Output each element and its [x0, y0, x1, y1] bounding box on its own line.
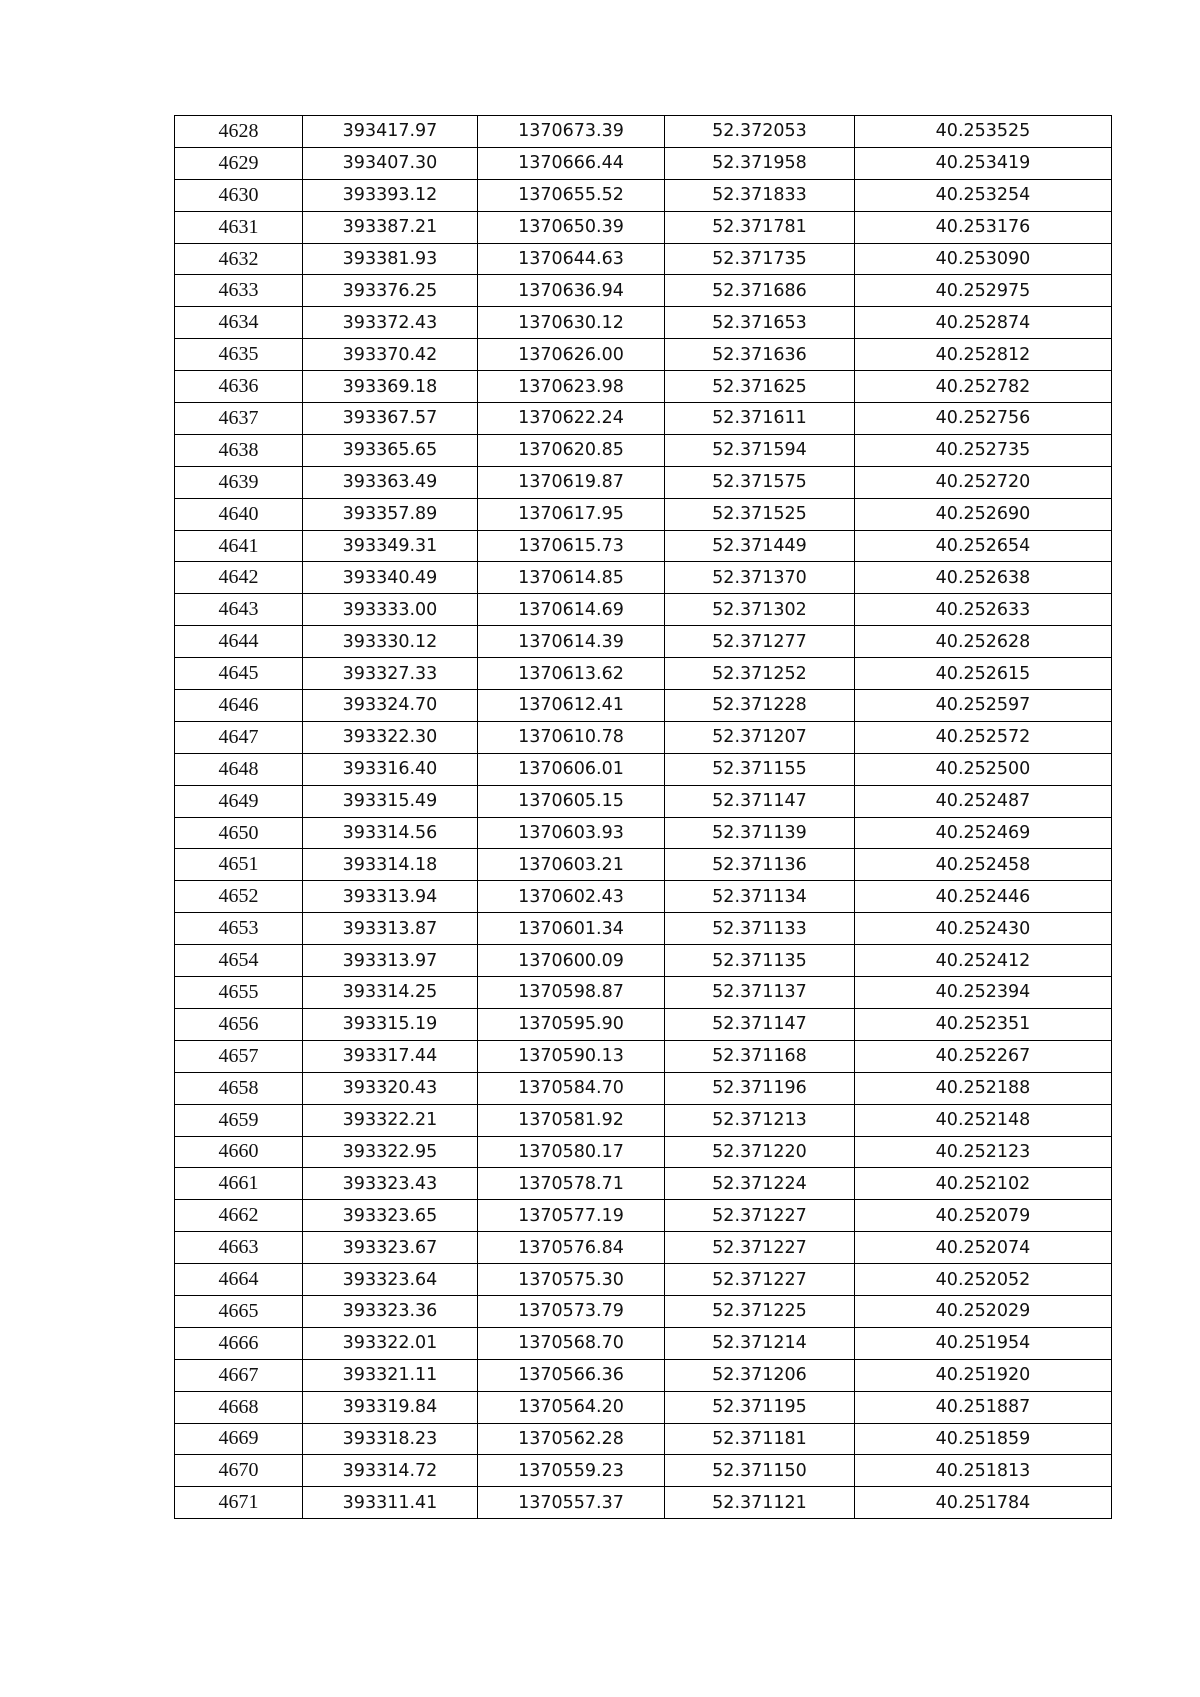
- longitude-cell: 40.252148: [855, 1104, 1112, 1136]
- y-coordinate-cell: 1370600.09: [478, 945, 665, 977]
- table-row: [175, 307, 1112, 339]
- y-coordinate-cell: 1370575.30: [478, 1264, 665, 1296]
- latitude-cell: 52.371134: [665, 881, 855, 913]
- x-coordinate-cell: 393376.25: [303, 275, 478, 307]
- table-row: [175, 1168, 1112, 1200]
- table-row: [175, 626, 1112, 658]
- point-number-cell: 4662: [175, 1200, 303, 1232]
- x-coordinate-cell: 393320.43: [303, 1072, 478, 1104]
- x-coordinate-cell: 393387.21: [303, 211, 478, 243]
- latitude-cell: 52.371228: [665, 690, 855, 722]
- x-coordinate-cell: 393313.87: [303, 913, 478, 945]
- latitude-cell: 52.371137: [665, 977, 855, 1009]
- coordinates-table-body: [175, 116, 1112, 1519]
- table-row: [175, 1423, 1112, 1455]
- table-row: [175, 1232, 1112, 1264]
- x-coordinate-cell: 393319.84: [303, 1391, 478, 1423]
- y-coordinate-cell: 1370614.69: [478, 594, 665, 626]
- longitude-cell: 40.252572: [855, 721, 1112, 753]
- latitude-cell: 52.371525: [665, 498, 855, 530]
- x-coordinate-cell: 393340.49: [303, 562, 478, 594]
- table-row: [175, 275, 1112, 307]
- point-number-cell: 4631: [175, 211, 303, 243]
- table-row: [175, 562, 1112, 594]
- x-coordinate-cell: 393321.11: [303, 1359, 478, 1391]
- x-coordinate-cell: 393315.49: [303, 785, 478, 817]
- y-coordinate-cell: 1370610.78: [478, 721, 665, 753]
- longitude-cell: 40.252690: [855, 498, 1112, 530]
- y-coordinate-cell: 1370626.00: [478, 339, 665, 371]
- longitude-cell: 40.252975: [855, 275, 1112, 307]
- longitude-cell: 40.252351: [855, 1008, 1112, 1040]
- point-number-cell: 4667: [175, 1359, 303, 1391]
- x-coordinate-cell: 393363.49: [303, 466, 478, 498]
- x-coordinate-cell: 393393.12: [303, 179, 478, 211]
- x-coordinate-cell: 393314.56: [303, 817, 478, 849]
- table-row: [175, 753, 1112, 785]
- point-number-cell: 4640: [175, 498, 303, 530]
- point-number-cell: 4629: [175, 147, 303, 179]
- table-row: [175, 721, 1112, 753]
- y-coordinate-cell: 1370580.17: [478, 1136, 665, 1168]
- point-number-cell: 4669: [175, 1423, 303, 1455]
- point-number-cell: 4650: [175, 817, 303, 849]
- y-coordinate-cell: 1370581.92: [478, 1104, 665, 1136]
- y-coordinate-cell: 1370566.36: [478, 1359, 665, 1391]
- longitude-cell: 40.252074: [855, 1232, 1112, 1264]
- y-coordinate-cell: 1370650.39: [478, 211, 665, 243]
- table-row: [175, 243, 1112, 275]
- x-coordinate-cell: 393314.25: [303, 977, 478, 1009]
- latitude-cell: 52.371224: [665, 1168, 855, 1200]
- latitude-cell: 52.371155: [665, 753, 855, 785]
- point-number-cell: 4643: [175, 594, 303, 626]
- longitude-cell: 40.251859: [855, 1423, 1112, 1455]
- y-coordinate-cell: 1370623.98: [478, 371, 665, 403]
- longitude-cell: 40.252188: [855, 1072, 1112, 1104]
- point-number-cell: 4663: [175, 1232, 303, 1264]
- y-coordinate-cell: 1370590.13: [478, 1040, 665, 1072]
- table-row: [175, 1104, 1112, 1136]
- latitude-cell: 52.371121: [665, 1487, 855, 1519]
- latitude-cell: 52.371611: [665, 403, 855, 435]
- table-row: [175, 179, 1112, 211]
- point-number-cell: 4654: [175, 945, 303, 977]
- table-row: [175, 434, 1112, 466]
- table-row: [175, 1040, 1112, 1072]
- x-coordinate-cell: 393314.18: [303, 849, 478, 881]
- point-number-cell: 4659: [175, 1104, 303, 1136]
- latitude-cell: 52.371252: [665, 658, 855, 690]
- table-row: [175, 594, 1112, 626]
- longitude-cell: 40.252446: [855, 881, 1112, 913]
- latitude-cell: 52.371213: [665, 1104, 855, 1136]
- table-row: [175, 1359, 1112, 1391]
- y-coordinate-cell: 1370613.62: [478, 658, 665, 690]
- point-number-cell: 4646: [175, 690, 303, 722]
- point-number-cell: 4660: [175, 1136, 303, 1168]
- y-coordinate-cell: 1370595.90: [478, 1008, 665, 1040]
- longitude-cell: 40.252267: [855, 1040, 1112, 1072]
- y-coordinate-cell: 1370576.84: [478, 1232, 665, 1264]
- latitude-cell: 52.371147: [665, 1008, 855, 1040]
- latitude-cell: 52.371181: [665, 1423, 855, 1455]
- latitude-cell: 52.371625: [665, 371, 855, 403]
- x-coordinate-cell: 393322.21: [303, 1104, 478, 1136]
- latitude-cell: 52.371147: [665, 785, 855, 817]
- x-coordinate-cell: 393323.65: [303, 1200, 478, 1232]
- x-coordinate-cell: 393369.18: [303, 371, 478, 403]
- table-row: [175, 1008, 1112, 1040]
- longitude-cell: 40.251887: [855, 1391, 1112, 1423]
- longitude-cell: 40.252029: [855, 1295, 1112, 1327]
- y-coordinate-cell: 1370617.95: [478, 498, 665, 530]
- table-row: [175, 785, 1112, 817]
- point-number-cell: 4628: [175, 116, 303, 148]
- latitude-cell: 52.371781: [665, 211, 855, 243]
- latitude-cell: 52.371227: [665, 1200, 855, 1232]
- latitude-cell: 52.371653: [665, 307, 855, 339]
- latitude-cell: 52.371958: [665, 147, 855, 179]
- y-coordinate-cell: 1370578.71: [478, 1168, 665, 1200]
- x-coordinate-cell: 393316.40: [303, 753, 478, 785]
- longitude-cell: 40.252500: [855, 753, 1112, 785]
- y-coordinate-cell: 1370636.94: [478, 275, 665, 307]
- table-row: [175, 1136, 1112, 1168]
- table-row: [175, 817, 1112, 849]
- latitude-cell: 52.371207: [665, 721, 855, 753]
- x-coordinate-cell: 393315.19: [303, 1008, 478, 1040]
- longitude-cell: 40.252487: [855, 785, 1112, 817]
- table-row: [175, 371, 1112, 403]
- x-coordinate-cell: 393372.43: [303, 307, 478, 339]
- table-row: [175, 1455, 1112, 1487]
- latitude-cell: 52.371135: [665, 945, 855, 977]
- y-coordinate-cell: 1370606.01: [478, 753, 665, 785]
- latitude-cell: 52.371449: [665, 530, 855, 562]
- point-number-cell: 4634: [175, 307, 303, 339]
- longitude-cell: 40.251920: [855, 1359, 1112, 1391]
- table-row: [175, 1072, 1112, 1104]
- x-coordinate-cell: 393365.65: [303, 434, 478, 466]
- table-row: [175, 1327, 1112, 1359]
- x-coordinate-cell: 393417.97: [303, 116, 478, 148]
- point-number-cell: 4642: [175, 562, 303, 594]
- longitude-cell: 40.252394: [855, 977, 1112, 1009]
- point-number-cell: 4641: [175, 530, 303, 562]
- longitude-cell: 40.252654: [855, 530, 1112, 562]
- point-number-cell: 4639: [175, 466, 303, 498]
- longitude-cell: 40.252412: [855, 945, 1112, 977]
- point-number-cell: 4668: [175, 1391, 303, 1423]
- latitude-cell: 52.371686: [665, 275, 855, 307]
- point-number-cell: 4632: [175, 243, 303, 275]
- latitude-cell: 52.371139: [665, 817, 855, 849]
- x-coordinate-cell: 393322.30: [303, 721, 478, 753]
- longitude-cell: 40.253254: [855, 179, 1112, 211]
- x-coordinate-cell: 393327.33: [303, 658, 478, 690]
- y-coordinate-cell: 1370564.20: [478, 1391, 665, 1423]
- point-number-cell: 4653: [175, 913, 303, 945]
- longitude-cell: 40.252123: [855, 1136, 1112, 1168]
- table-row: [175, 339, 1112, 371]
- table-row: [175, 690, 1112, 722]
- table-row: [175, 658, 1112, 690]
- y-coordinate-cell: 1370614.85: [478, 562, 665, 594]
- longitude-cell: 40.252874: [855, 307, 1112, 339]
- table-row: [175, 881, 1112, 913]
- longitude-cell: 40.252735: [855, 434, 1112, 466]
- point-number-cell: 4655: [175, 977, 303, 1009]
- latitude-cell: 52.371833: [665, 179, 855, 211]
- point-number-cell: 4656: [175, 1008, 303, 1040]
- table-row: [175, 211, 1112, 243]
- x-coordinate-cell: 393357.89: [303, 498, 478, 530]
- longitude-cell: 40.252633: [855, 594, 1112, 626]
- longitude-cell: 40.253419: [855, 147, 1112, 179]
- x-coordinate-cell: 393322.95: [303, 1136, 478, 1168]
- point-number-cell: 4644: [175, 626, 303, 658]
- latitude-cell: 52.371636: [665, 339, 855, 371]
- y-coordinate-cell: 1370615.73: [478, 530, 665, 562]
- y-coordinate-cell: 1370666.44: [478, 147, 665, 179]
- latitude-cell: 52.371227: [665, 1264, 855, 1296]
- longitude-cell: 40.252756: [855, 403, 1112, 435]
- longitude-cell: 40.252052: [855, 1264, 1112, 1296]
- longitude-cell: 40.252615: [855, 658, 1112, 690]
- point-number-cell: 4645: [175, 658, 303, 690]
- y-coordinate-cell: 1370673.39: [478, 116, 665, 148]
- point-number-cell: 4671: [175, 1487, 303, 1519]
- x-coordinate-cell: 393323.67: [303, 1232, 478, 1264]
- latitude-cell: 52.371370: [665, 562, 855, 594]
- latitude-cell: 52.371735: [665, 243, 855, 275]
- x-coordinate-cell: 393314.72: [303, 1455, 478, 1487]
- longitude-cell: 40.251813: [855, 1455, 1112, 1487]
- table-row: [175, 116, 1112, 148]
- point-number-cell: 4638: [175, 434, 303, 466]
- table-row: [175, 849, 1112, 881]
- x-coordinate-cell: 393323.43: [303, 1168, 478, 1200]
- longitude-cell: 40.253525: [855, 116, 1112, 148]
- longitude-cell: 40.253090: [855, 243, 1112, 275]
- point-number-cell: 4664: [175, 1264, 303, 1296]
- point-number-cell: 4661: [175, 1168, 303, 1200]
- point-number-cell: 4633: [175, 275, 303, 307]
- point-number-cell: 4636: [175, 371, 303, 403]
- point-number-cell: 4651: [175, 849, 303, 881]
- point-number-cell: 4635: [175, 339, 303, 371]
- latitude-cell: 52.371575: [665, 466, 855, 498]
- latitude-cell: 52.371227: [665, 1232, 855, 1264]
- longitude-cell: 40.252812: [855, 339, 1112, 371]
- point-number-cell: 4649: [175, 785, 303, 817]
- table-row: [175, 1264, 1112, 1296]
- y-coordinate-cell: 1370655.52: [478, 179, 665, 211]
- point-number-cell: 4657: [175, 1040, 303, 1072]
- longitude-cell: 40.252430: [855, 913, 1112, 945]
- x-coordinate-cell: 393407.30: [303, 147, 478, 179]
- y-coordinate-cell: 1370559.23: [478, 1455, 665, 1487]
- y-coordinate-cell: 1370584.70: [478, 1072, 665, 1104]
- longitude-cell: 40.253176: [855, 211, 1112, 243]
- point-number-cell: 4647: [175, 721, 303, 753]
- latitude-cell: 52.371136: [665, 849, 855, 881]
- longitude-cell: 40.252638: [855, 562, 1112, 594]
- y-coordinate-cell: 1370573.79: [478, 1295, 665, 1327]
- x-coordinate-cell: 393367.57: [303, 403, 478, 435]
- latitude-cell: 52.371225: [665, 1295, 855, 1327]
- y-coordinate-cell: 1370577.19: [478, 1200, 665, 1232]
- y-coordinate-cell: 1370603.93: [478, 817, 665, 849]
- table-row: [175, 945, 1112, 977]
- longitude-cell: 40.252782: [855, 371, 1112, 403]
- longitude-cell: 40.252079: [855, 1200, 1112, 1232]
- table-row: [175, 1295, 1112, 1327]
- latitude-cell: 52.371196: [665, 1072, 855, 1104]
- longitude-cell: 40.251954: [855, 1327, 1112, 1359]
- point-number-cell: 4637: [175, 403, 303, 435]
- x-coordinate-cell: 393324.70: [303, 690, 478, 722]
- point-number-cell: 4670: [175, 1455, 303, 1487]
- x-coordinate-cell: 393333.00: [303, 594, 478, 626]
- latitude-cell: 52.371150: [665, 1455, 855, 1487]
- x-coordinate-cell: 393349.31: [303, 530, 478, 562]
- y-coordinate-cell: 1370603.21: [478, 849, 665, 881]
- y-coordinate-cell: 1370557.37: [478, 1487, 665, 1519]
- x-coordinate-cell: 393323.64: [303, 1264, 478, 1296]
- point-number-cell: 4630: [175, 179, 303, 211]
- y-coordinate-cell: 1370644.63: [478, 243, 665, 275]
- latitude-cell: 52.371302: [665, 594, 855, 626]
- y-coordinate-cell: 1370568.70: [478, 1327, 665, 1359]
- point-number-cell: 4665: [175, 1295, 303, 1327]
- latitude-cell: 52.371594: [665, 434, 855, 466]
- table-row: [175, 1391, 1112, 1423]
- y-coordinate-cell: 1370630.12: [478, 307, 665, 339]
- longitude-cell: 40.251784: [855, 1487, 1112, 1519]
- x-coordinate-cell: 393323.36: [303, 1295, 478, 1327]
- longitude-cell: 40.252102: [855, 1168, 1112, 1200]
- table-row: [175, 913, 1112, 945]
- x-coordinate-cell: 393311.41: [303, 1487, 478, 1519]
- table-row: [175, 1200, 1112, 1232]
- y-coordinate-cell: 1370601.34: [478, 913, 665, 945]
- longitude-cell: 40.252628: [855, 626, 1112, 658]
- x-coordinate-cell: 393318.23: [303, 1423, 478, 1455]
- point-number-cell: 4666: [175, 1327, 303, 1359]
- table-row: [175, 147, 1112, 179]
- x-coordinate-cell: 393330.12: [303, 626, 478, 658]
- latitude-cell: 52.371133: [665, 913, 855, 945]
- y-coordinate-cell: 1370602.43: [478, 881, 665, 913]
- table-row: [175, 977, 1112, 1009]
- latitude-cell: 52.371220: [665, 1136, 855, 1168]
- table-row: [175, 498, 1112, 530]
- table-row: [175, 1487, 1112, 1519]
- x-coordinate-cell: 393322.01: [303, 1327, 478, 1359]
- latitude-cell: 52.371206: [665, 1359, 855, 1391]
- point-number-cell: 4648: [175, 753, 303, 785]
- y-coordinate-cell: 1370620.85: [478, 434, 665, 466]
- y-coordinate-cell: 1370612.41: [478, 690, 665, 722]
- table-row: [175, 466, 1112, 498]
- latitude-cell: 52.371277: [665, 626, 855, 658]
- coordinates-table: [174, 115, 1112, 1519]
- latitude-cell: 52.371195: [665, 1391, 855, 1423]
- longitude-cell: 40.252469: [855, 817, 1112, 849]
- x-coordinate-cell: 393381.93: [303, 243, 478, 275]
- longitude-cell: 40.252597: [855, 690, 1112, 722]
- latitude-cell: 52.371168: [665, 1040, 855, 1072]
- point-number-cell: 4658: [175, 1072, 303, 1104]
- x-coordinate-cell: 393370.42: [303, 339, 478, 371]
- y-coordinate-cell: 1370562.28: [478, 1423, 665, 1455]
- y-coordinate-cell: 1370619.87: [478, 466, 665, 498]
- latitude-cell: 52.371214: [665, 1327, 855, 1359]
- x-coordinate-cell: 393313.97: [303, 945, 478, 977]
- y-coordinate-cell: 1370605.15: [478, 785, 665, 817]
- x-coordinate-cell: 393313.94: [303, 881, 478, 913]
- longitude-cell: 40.252720: [855, 466, 1112, 498]
- y-coordinate-cell: 1370598.87: [478, 977, 665, 1009]
- table-row: [175, 403, 1112, 435]
- table-row: [175, 530, 1112, 562]
- y-coordinate-cell: 1370622.24: [478, 403, 665, 435]
- x-coordinate-cell: 393317.44: [303, 1040, 478, 1072]
- longitude-cell: 40.252458: [855, 849, 1112, 881]
- y-coordinate-cell: 1370614.39: [478, 626, 665, 658]
- point-number-cell: 4652: [175, 881, 303, 913]
- latitude-cell: 52.372053: [665, 116, 855, 148]
